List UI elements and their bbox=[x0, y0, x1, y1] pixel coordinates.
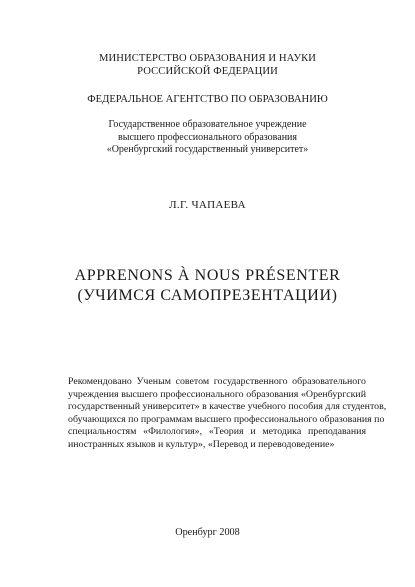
author-name bbox=[0, 199, 415, 212]
recommendation-line-3: государственный университет» в качестве учебного пособия для студентов, bbox=[68, 401, 387, 413]
university-line-1: Государственное образовательное учреждение bbox=[108, 119, 307, 130]
ministry-header bbox=[0, 52, 415, 78]
recommendation-line-5: специальностям «Филология», «Теория и методика преподавания bbox=[68, 426, 366, 438]
title-line-2: (УЧИМСЯ САМОПРЕЗЕНТАЦИИ) bbox=[77, 287, 338, 304]
recommendation-line-6: иностранных языков и культур», «Перевод и переводоведение» bbox=[68, 438, 335, 450]
recommendation-line-2: учреждения высшего профессионального образования «Оренбургский bbox=[68, 388, 366, 400]
university-header bbox=[0, 119, 415, 157]
agency-header bbox=[0, 93, 415, 106]
author-line: Л.Г. ЧАПАЕВА bbox=[169, 199, 246, 211]
ministry-line-1: МИНИСТЕРСТВО ОБРАЗОВАНИЯ И НАУКИ bbox=[98, 53, 317, 64]
recommendation-text bbox=[68, 376, 387, 452]
recommendation-line-1: Рекомендовано Ученым советом государственного образовательного bbox=[68, 376, 366, 387]
publication-footer bbox=[0, 527, 415, 539]
recommendation-line-4: обучающихся по программам высшего профессионального образования по bbox=[68, 413, 385, 425]
book-title bbox=[0, 266, 415, 306]
ministry-line-2: РОССИЙСКОЙ ФЕДЕРАЦИИ bbox=[137, 66, 278, 77]
university-line-2: высшего профессионального образования bbox=[118, 131, 297, 143]
city-year: Оренбург 2008 bbox=[175, 527, 240, 538]
agency-line: ФЕДЕРАЛЬНОЕ АГЕНТСТВО ПО ОБРАЗОВАНИЮ bbox=[87, 94, 328, 105]
university-line-3: «Оренбургский государственный университет» bbox=[106, 144, 309, 156]
title-line-1: APPRENONS À NOUS PRÉSENTER bbox=[74, 267, 341, 284]
